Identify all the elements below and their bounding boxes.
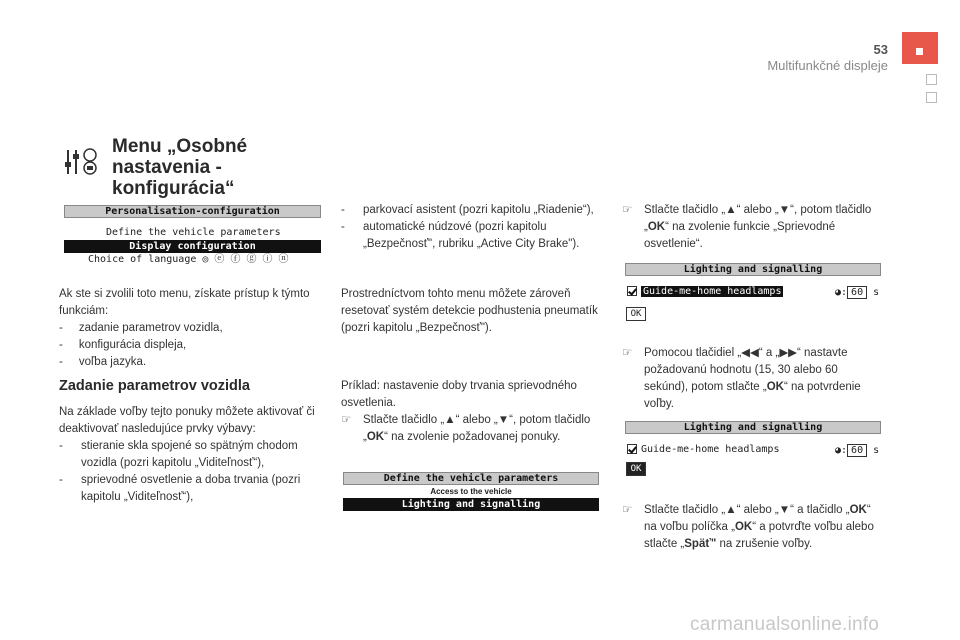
step-text: ☞ Stlačte tlačidlo „▲“ alebo „▼“ a tlačidlo „OK“ na voľbu políčka „OK“ a potvrďte voľbu alebo stlačte „Späť" na zrušenie voľby. bbox=[622, 504, 874, 550]
lcd-title-bar: Lighting and signalling bbox=[625, 421, 881, 434]
body-text: Prostredníctvom tohto menu môžete zároveň resetovať systém detekcie podhustenia pneumatík (pozri kapitolu „Bezpečnosť"). bbox=[341, 288, 598, 334]
body-text: - parkovací asistent (pozri kapitolu „Riadenie“), - automatické núdzové (pozri kapitolu „Bezpečnosť", rubriku „Active City Brake"). bbox=[341, 204, 594, 250]
page-number: 53 bbox=[873, 42, 888, 57]
ok-button-selected: OK bbox=[626, 462, 646, 476]
chapter-square-icon bbox=[916, 48, 923, 55]
body-text: Na základe voľby tejto ponuky môžete aktivovať či deaktivovať nasledujúce prvky výbavy: - stieranie skla spojené so spätným chodom vozidla (pozri kapitolu „Viditeľnosť“), - sprievodné osvetlenie a doba trvania (pozri kapitolu „Viditeľnosť“), bbox=[59, 406, 315, 503]
lcd-setting-row: Guide-me-home headlamps ◕: 60 s bbox=[627, 444, 883, 456]
watermark: carmanualsonline.info bbox=[690, 614, 880, 635]
lcd-selected-item: Lighting and signalling bbox=[343, 498, 599, 511]
section-heading: Zadanie parametrov vozidla bbox=[59, 378, 250, 394]
lcd-menu-item: Access to the vehicle bbox=[430, 487, 512, 496]
section-title: Multifunkčné displeje bbox=[767, 58, 888, 73]
step-text: ☞ Stlačte tlačidlo „▲“ alebo „▼“, potom tlačidlo „OK“ na zvolenie funkcie „Sprievodné osvetlenie“. bbox=[622, 204, 872, 250]
chapter-marker-icon bbox=[926, 74, 937, 85]
example-text: Príklad: nastavenie doby trvania sprievodného osvetlenia. ☞ Stlačte tlačidlo „▲“ alebo „▼“, potom tlačidlo „OK“ na zvolenie požadovanej ponuky. bbox=[341, 380, 591, 443]
ok-button: OK bbox=[626, 307, 646, 321]
lcd-title-bar: Lighting and signalling bbox=[625, 263, 881, 276]
lcd-selected-item: Display configuration bbox=[64, 240, 321, 253]
lcd-title-bar: Define the vehicle parameters bbox=[343, 472, 599, 485]
checkbox-icon bbox=[627, 444, 637, 454]
page-title: Menu „Osobné nastavenia - konfigurácia“ bbox=[112, 136, 248, 199]
step-text: ☞ Pomocou tlačidiel „◀◀“ a „▶▶“ nastavte požadovanú hodnotu (15, 30 alebo 60 sekúnd), potom stlačte „OK“ na potvrdenie voľby. bbox=[622, 347, 861, 410]
lcd-title-bar: Personalisation-configuration bbox=[64, 205, 321, 218]
lcd-menu-item: Choice of language ◎ ⓔ ⓕ ⓖ ⓘ ⓝ bbox=[88, 254, 289, 265]
chapter-tab bbox=[902, 32, 938, 64]
checkbox-icon bbox=[627, 286, 637, 296]
lcd-setting-row: Guide-me-home headlamps ◕: 60 s bbox=[627, 286, 883, 298]
settings-sliders-icon bbox=[64, 148, 98, 176]
chapter-marker-icon bbox=[926, 92, 937, 103]
intro-text: Ak ste si zvolili toto menu, získate prístup k týmto funkciám: - zadanie parametrov vozidla, - konfigurácia displeja, - voľba jazyka. bbox=[59, 288, 310, 368]
lcd-menu-item: Define the vehicle parameters bbox=[106, 227, 281, 238]
